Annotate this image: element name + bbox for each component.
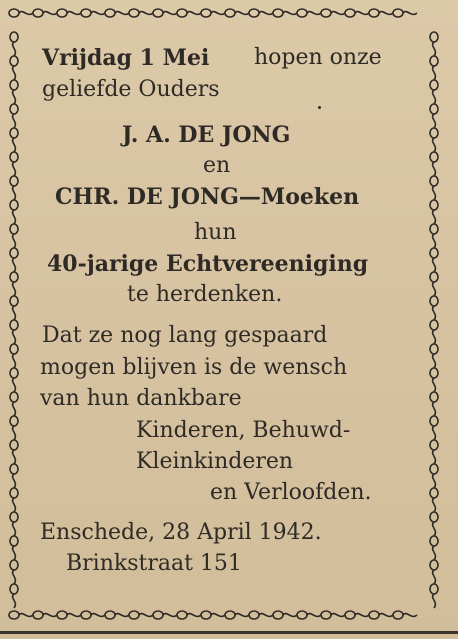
wife-name: CHR. DE JONG—Moeken <box>55 184 360 210</box>
date-label: Vrijdag 1 Mei <box>42 45 210 71</box>
address: Brinkstraat 151 <box>66 551 242 576</box>
place-date: Enschede, 28 April 1942. <box>40 520 322 545</box>
signatories-line-2: Kleinkinderen <box>136 449 294 474</box>
pronoun-word: hun <box>194 220 237 245</box>
husband-name: J. A. DE JONG <box>122 122 291 148</box>
signatories-line-1: Kinderen, Behuwd- <box>136 418 351 443</box>
connector-word: en <box>203 153 231 178</box>
verb-line: te herdenken. <box>127 282 283 307</box>
bottom-rule <box>0 631 458 634</box>
wish-line-1: Dat ze nog lang gespaard <box>42 323 328 348</box>
wish-line-2: mogen blijven is de wensch <box>40 355 348 380</box>
wish-line-3: van hun dankbare <box>40 386 242 411</box>
print-speck <box>318 106 321 109</box>
signatories-line-3: en Verloofden. <box>210 480 372 505</box>
occasion-title: 40-jarige Echtvereeniging <box>47 251 369 277</box>
intro-text-line2: geliefde Ouders <box>42 77 220 102</box>
intro-text: hopen onze <box>254 45 382 70</box>
